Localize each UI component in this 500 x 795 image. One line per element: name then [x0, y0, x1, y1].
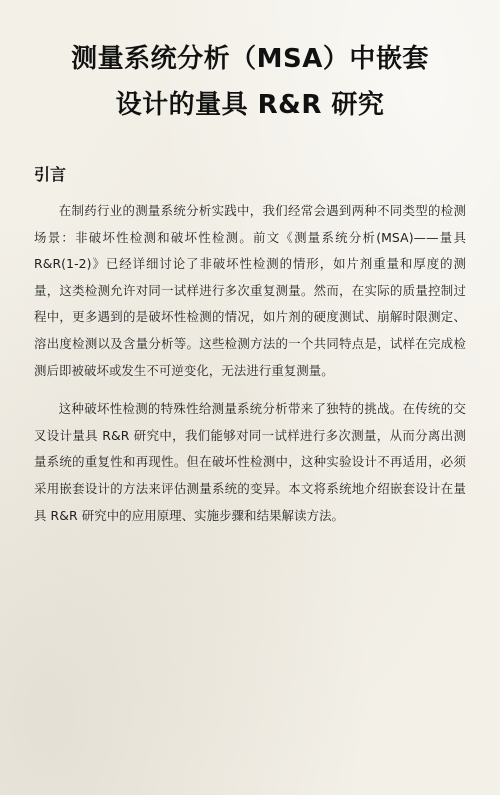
paragraph-1: 在制药行业的测量系统分析实践中，我们经常会遇到两种不同类型的检测场景：非破坏性检测和破坏性检测。前文《测量系统分析(MSA)——量具R&R(1-2)》已经详细讨论了非破坏性检测的情形，如片剂重量和厚度的测量，这类检测允许对同一试样进行多次重复测量。然而，在实际的质量控制过程中，更多遇到的是破坏性检测的情况，如片剂的硬度测试、崩解时限测定、溶出度检测以及含量分析等。这些检测方法的一个共同特点是，试样在完成检测后即被破坏或发生不可逆变化，无法进行重复测量。	[34, 203, 466, 378]
section-heading-introduction: 引言	[34, 165, 67, 184]
document-title	[34, 36, 466, 128]
title-line-2: 设计的量具 R&R 研究	[115, 90, 385, 120]
paragraph-2: 这种破坏性检测的特殊性给测量系统分析带来了独特的挑战。在传统的交叉设计量具 R&R 研究中，我们能够对同一试样进行多次测量，从而分离出测量系统的重复性和再现性。但在破坏性检测中，这种实验设计不再适用，必须采用嵌套设计的方法来评估测量系统的变异。本文将系统地介绍嵌套设计在量具 R&R 研究中的应用原理、实施步骤和结果解读方法。	[34, 401, 466, 523]
title-line-1: 测量系统分析（MSA）中嵌套	[71, 44, 429, 74]
